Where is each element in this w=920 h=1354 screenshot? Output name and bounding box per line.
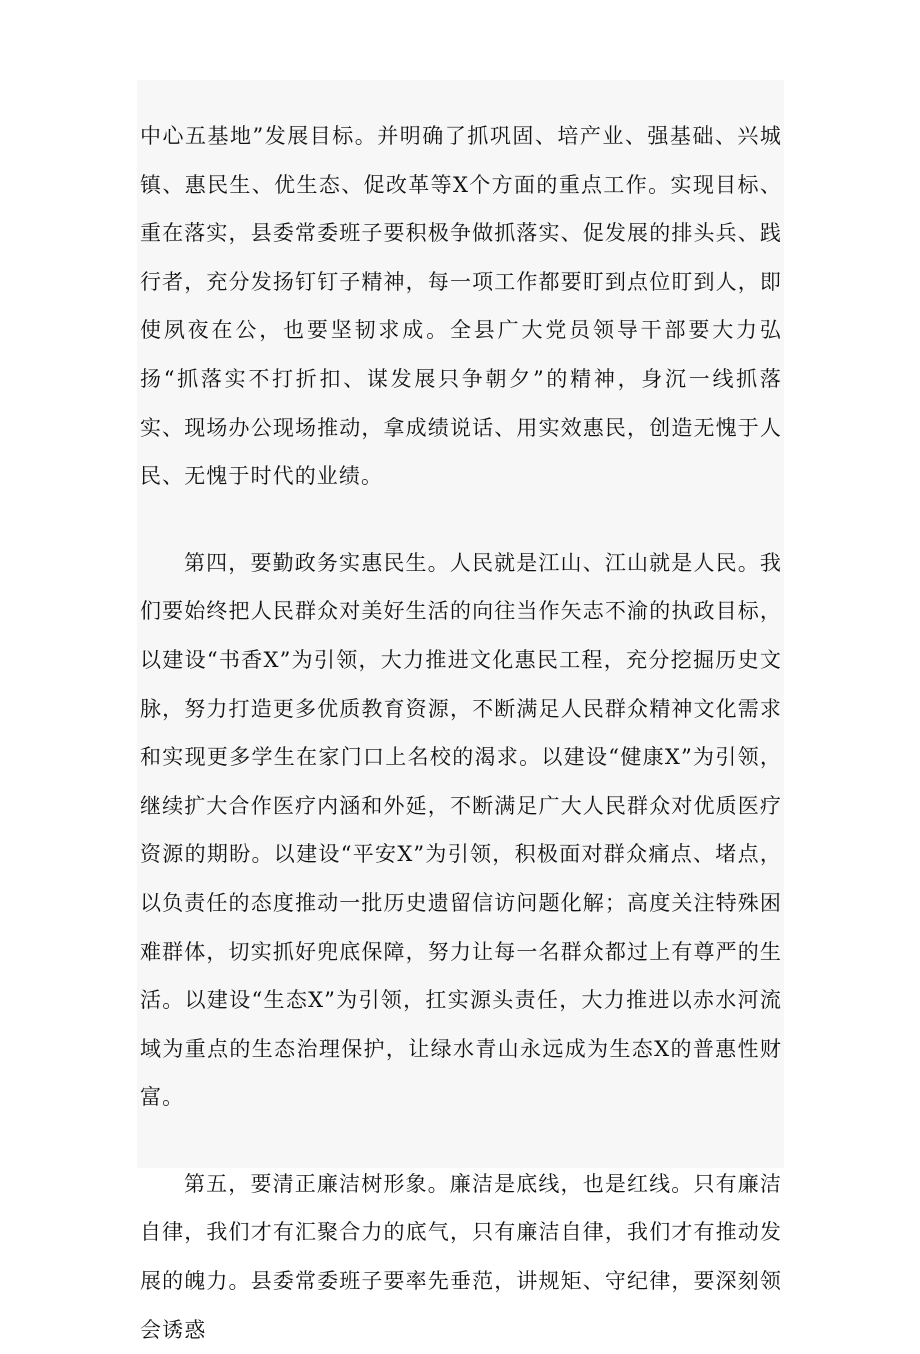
paragraph-fifth-point: 第五，要清正廉洁树形象。廉洁是底线，也是红线。只有廉洁自律，我们才有汇聚合力的底气，只有廉洁自律，我们才有推动发展的魄力。县委常委班子要率先垂范，讲规矩、守纪律，要深刻领会诱惑 xyxy=(140,1171,782,1342)
paragraph-continued: 中心五基地”发展目标。并明确了抓巩固、培产业、强基础、兴城镇、惠民生、优生态、促改革等X个方面的重点工作。实现目标、重在落实，县委常委班子要积极争做抓落实、促发展的排头兵、践行者，充分发扬钉钉子精神，每一项工作都要盯到点位盯到人，即使夙夜在公，也要坚韧求成。全县广大党员领导干部要大力弘扬“抓落实不打折扣、谋发展只争朝夕”的精神，身沉一线抓落实、现场办公现场推动，拿成绩说话、用实效惠民，创造无愧于人民、无愧于时代的业绩。 xyxy=(140,124,782,489)
document-body xyxy=(140,112,782,1354)
paragraph-fourth-point: 第四，要勤政务实惠民生。人民就是江山、江山就是人民。我们要始终把人民群众对美好生活的向往当作矢志不渝的执政目标，以建设“书香X”为引领，大力推进文化惠民工程，充分挖掘历史文脉，努力打造更多优质教育资源，不断满足人民群众精神文化需求和实现更多学生在家门口上名校的渴求。以建设“健康X”为引领，继续扩大合作医疗内涵和外延，不断满足广大人民群众对优质医疗资源的期盼。以建设“平安X”为引领，积极面对群众痛点、堵点，以负责任的态度推动一批历史遗留信访问题化解；高度关注特殊困难群体，切实抓好兜底保障，努力让每一名群众都过上有尊严的生活。以建设“生态X”为引领，扛实源头责任，大力推进以赤水河流域为重点的生态治理保护，让绿水青山永远成为生态X的普惠性财富。 xyxy=(140,550,782,1110)
